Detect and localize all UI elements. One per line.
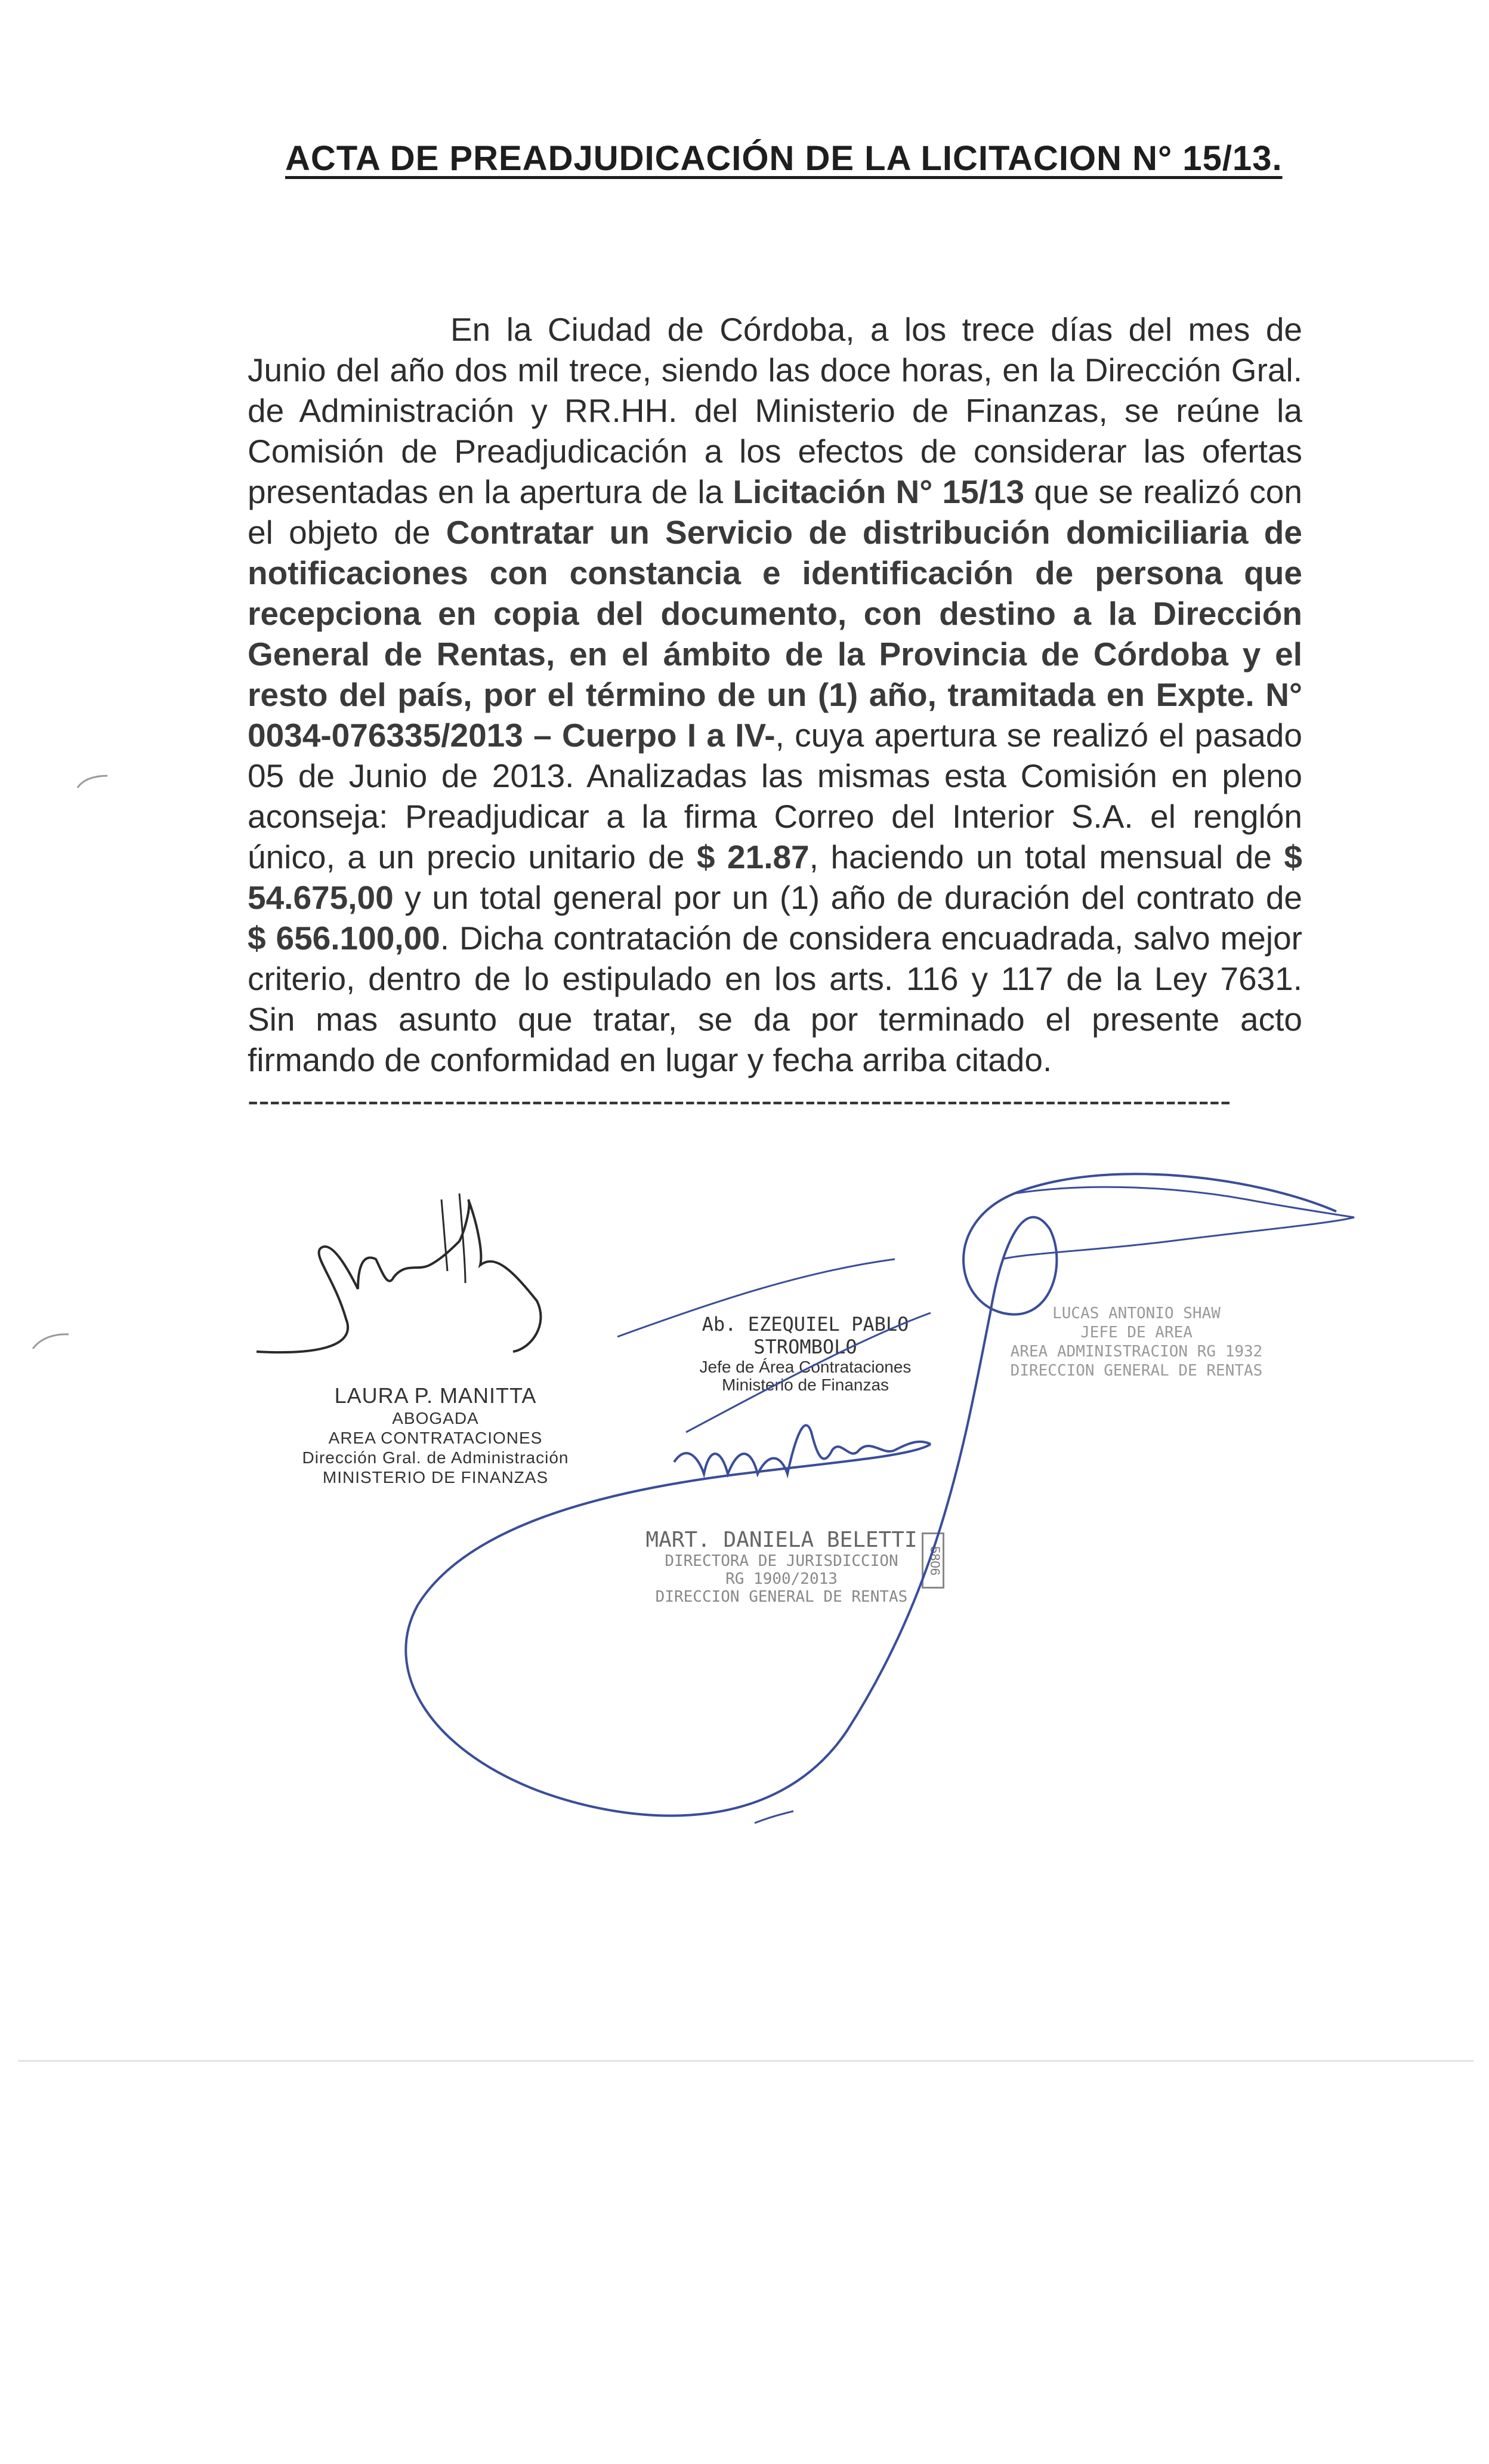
body-text-1: En la Ciudad de Córdoba, a los trece días del mes de Junio del año dos mil trece, siendo las doce horas, en la Dirección Gral. de Administración y RR.HH. del Ministerio de Finanzas, se reúne la Comisión de Preadjudicación a los efectos de considerar las ofertas presentadas en la apertura de la (248, 311, 1302, 510)
stamp-beletti-line2: RG 1900/2013 (725, 1570, 838, 1588)
signature-blue-tail (755, 1811, 793, 1823)
margin-mark-bottom (33, 1334, 69, 1349)
signature-manitta (257, 1199, 540, 1352)
stamp-manitta-name: LAURA P. MANITTA (334, 1383, 537, 1408)
closing-dashes: ------------------------------------------------------------------------------------------ (248, 1082, 1231, 1119)
stamp-strombolo-line1: Jefe de Área Contrataciones (699, 1358, 912, 1376)
body-text-6: , haciendo un total mensual de (809, 838, 1284, 875)
signature-blue-main (406, 1174, 1336, 1815)
document-title: ACTA DE PREADJUDICACIÓN DE LA LICITACION N° 15/13. (285, 139, 1283, 178)
expediente-number: Expte. N° 0034-076335/2013 – Cuerpo I a IV- (248, 676, 1303, 754)
stamp-shaw-line1: LUCAS ANTONIO SHAW (1052, 1305, 1221, 1322)
monthly-total: $ 54.675,00 (248, 838, 1302, 916)
page-fold-line (18, 2060, 1473, 2062)
body-text-5: , cuya apertura se realizó el pasado 05 de Junio de 2013. Analizadas las mismas esta Comisión en pleno aconseja: Preadjudicar a la firma Correo del Interior S.A. el renglón único, a un precio unitario de (248, 717, 1302, 875)
stamp-strombolo-line2: Ministerio de Finanzas (721, 1376, 889, 1394)
stamp-beletti-number: 5806 (922, 1532, 944, 1589)
body-text-2: que se realizó con el objeto de (248, 473, 1302, 551)
stamp-strombolo-name: Ab. EZEQUIEL PABLO STROMBOLO (702, 1313, 909, 1358)
stamp-manitta-line4: MINISTERIO DE FINANZAS (322, 1468, 549, 1487)
general-total: $ 656.100,00 (248, 920, 440, 957)
stamp-beletti-line1: DIRECTORA DE JURISDICCION (665, 1552, 898, 1570)
signature-blue-stroke (617, 1259, 931, 1432)
stamp-beletti-line3: DIRECCION GENERAL DE RENTAS (655, 1588, 908, 1606)
stamp-beletti-name: MART. DANIELA BELETTI (645, 1528, 918, 1552)
unit-price: $ 21.87 (696, 838, 810, 875)
stamp-shaw-line3: AREA ADMINISTRACION RG 1932 (1010, 1343, 1263, 1361)
stamp-manitta-line2: AREA CONTRATACIONES (328, 1429, 543, 1447)
tramitada-label: tramitada en (947, 676, 1145, 713)
stamp-manitta-line1: ABOGADA (392, 1409, 479, 1427)
body-text-7: y un total general por un (1) año de duración del contrato de (393, 879, 1302, 916)
body-text-8: . Dicha contratación de considera encuadrada, salvo mejor criterio, dentro de lo estipulado en los arts. 116 y 117 de la Ley 7631. Sin mas asunto que tratar, se da por terminado el presente acto firmando de conformidad en lugar y fecha arriba citado. (248, 920, 1302, 1078)
licitacion-number: Licitación N° 15/13 (733, 473, 1025, 510)
stamp-shaw-line2: JEFE DE AREA (1080, 1324, 1193, 1342)
contract-object: Contratar un Servicio de distribución domiciliaria de notificaciones con constancia e identificación de persona que recepciona en copia del documento, con destino a la Dirección General de Rentas, en el ámbito de la Provincia de Córdoba y el resto del país, por el término de un (1) año, (248, 514, 1302, 713)
stamp-manitta-line3: Dirección Gral. de Administración (302, 1448, 569, 1467)
margin-mark-top (78, 776, 107, 788)
stamp-shaw-line4: DIRECCION GENERAL DE RENTAS (1010, 1362, 1263, 1380)
